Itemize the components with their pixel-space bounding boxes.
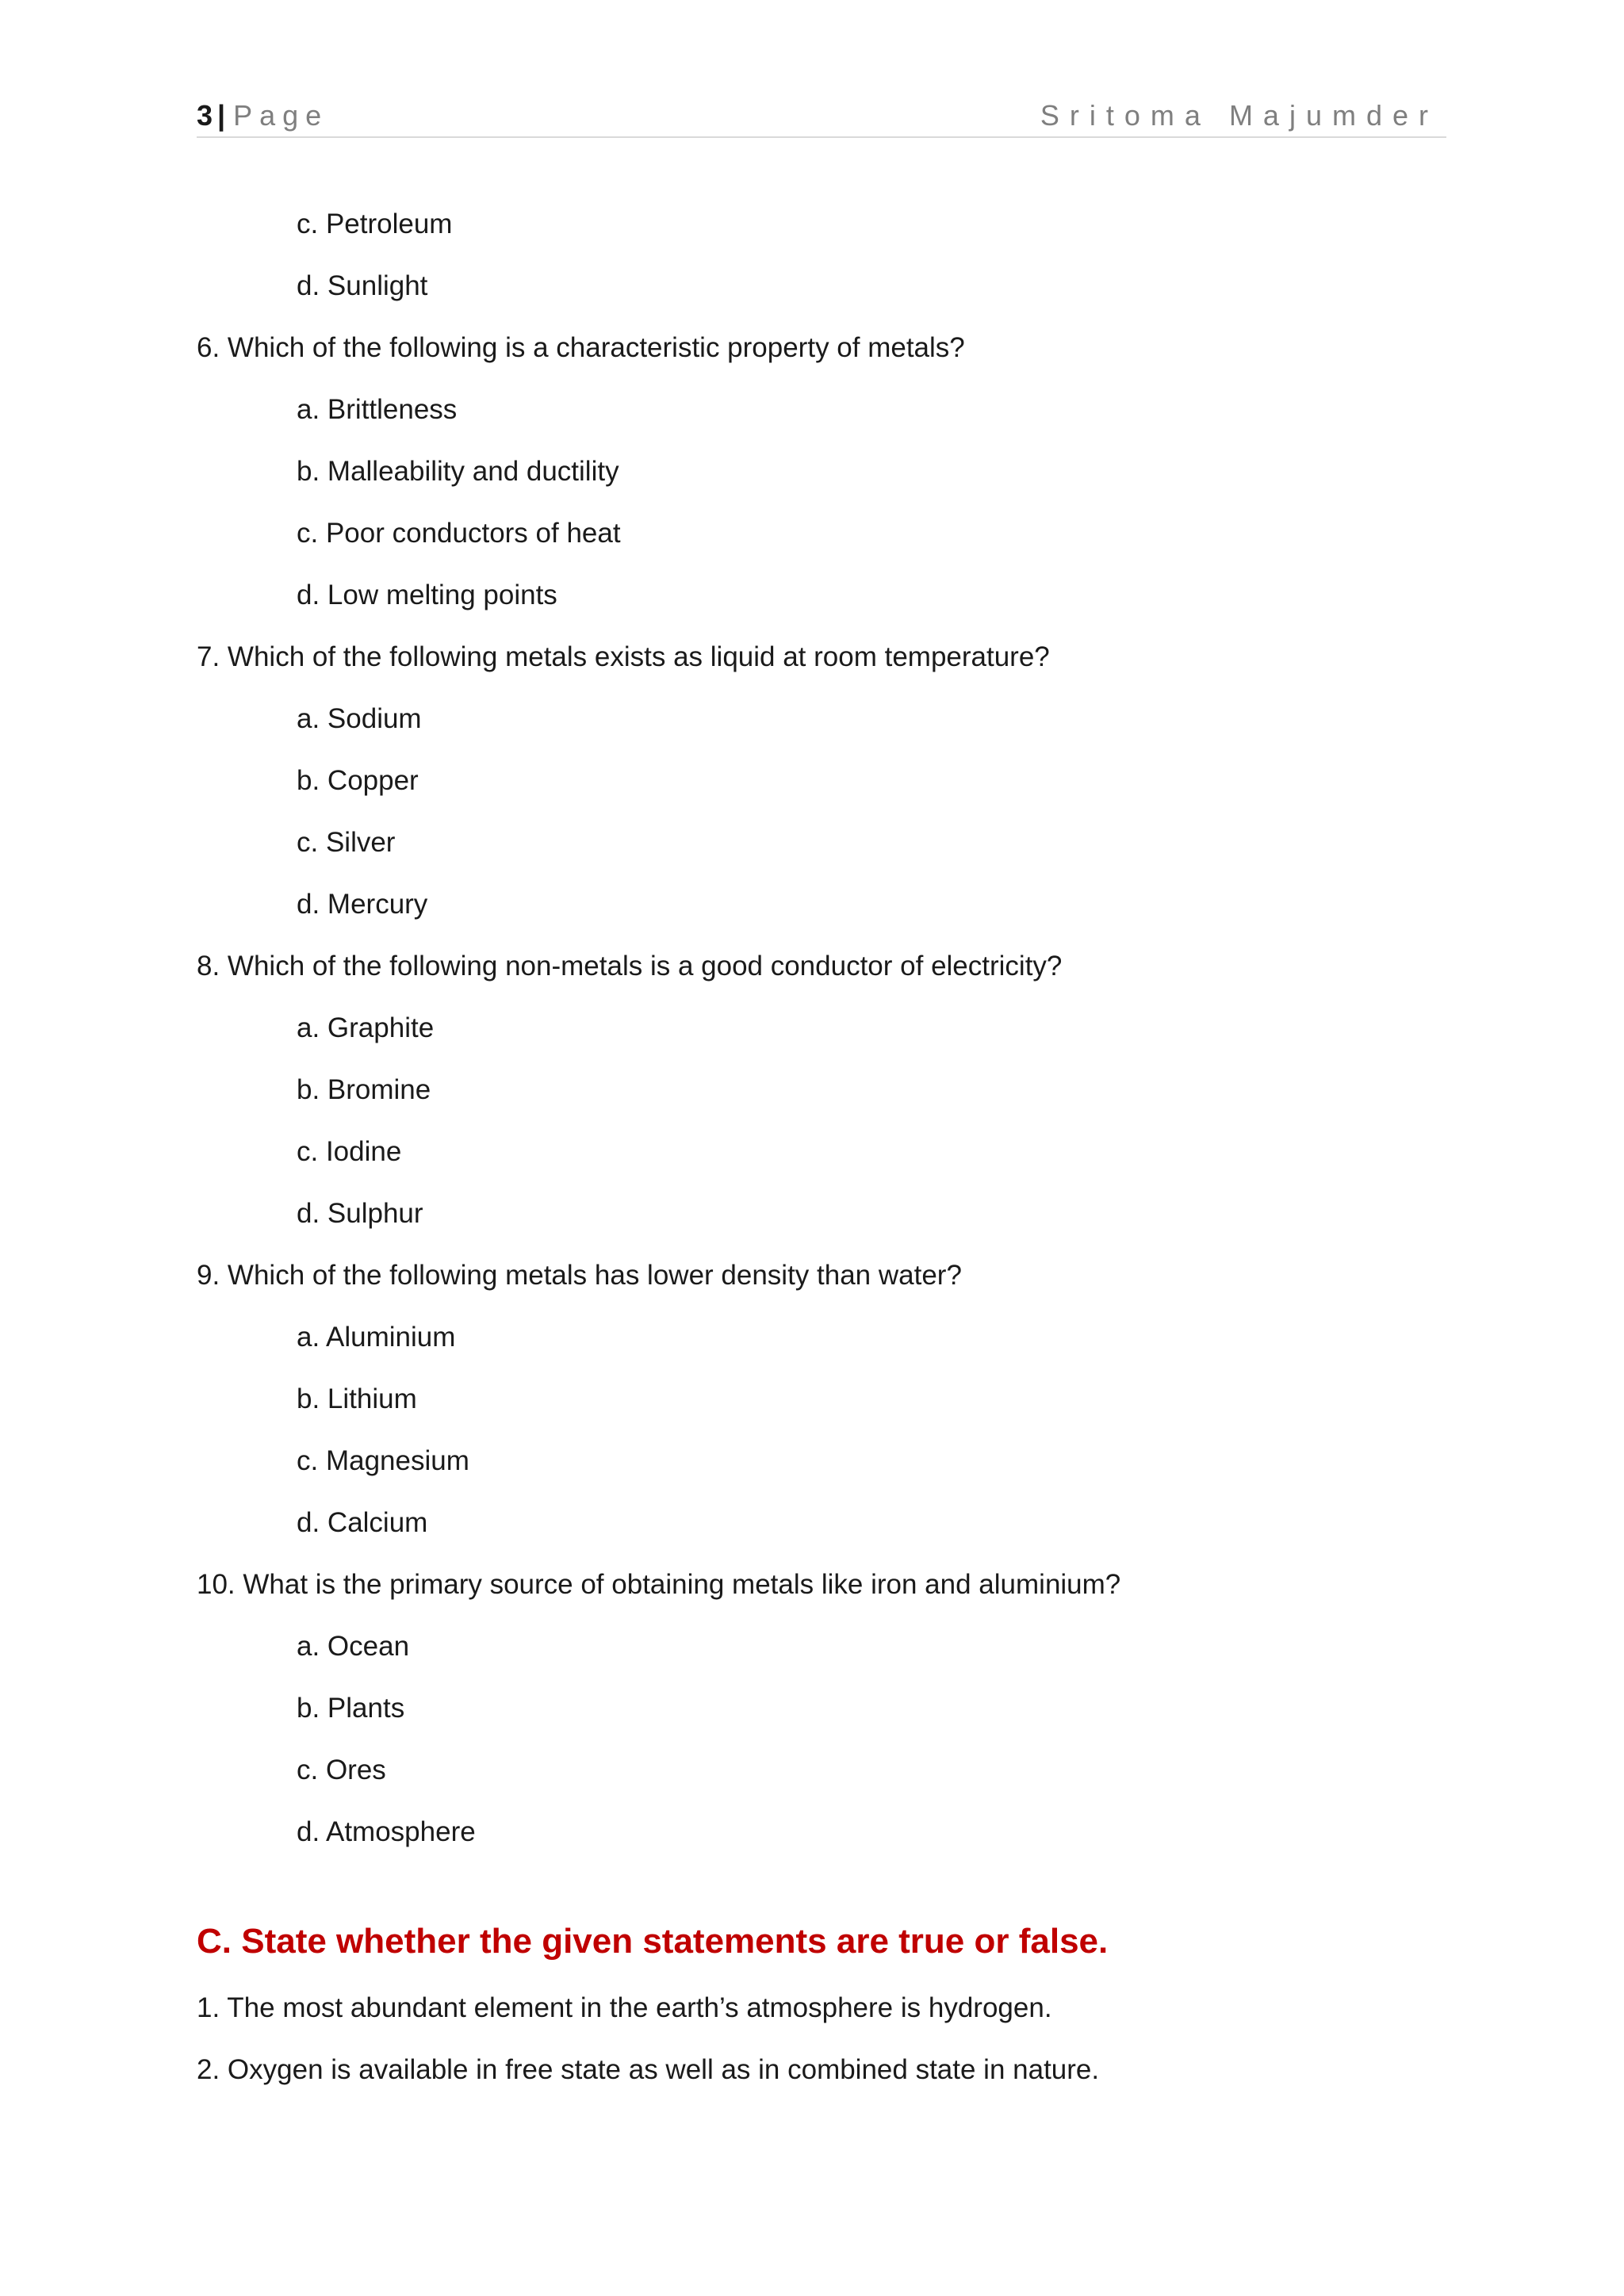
question-6 [197,317,1446,626]
option-item: c. Poor conductors of heat [297,518,621,549]
option-item: d. Mercury [297,889,428,920]
option-item: c. Magnesium [297,1445,469,1476]
section-c-heading: C. State whether the given statements are true or false. [197,1922,1109,1961]
option-item: c. Ores [297,1755,386,1785]
option-item: d. Sulphur [297,1198,423,1229]
question-text: 8. Which of the following non-metals is a good conductor of electricity? [197,951,1063,982]
option-item: c. Iodine [297,1136,402,1167]
question-text: 6. Which of the following is a characteristic property of metals? [197,332,965,363]
page-separator: | [217,99,226,132]
option-item: d. Calcium [297,1507,428,1538]
question-7 [197,626,1446,936]
page-number: 3 [197,99,213,132]
option-item: a. Sodium [297,703,422,734]
option-item: c. Petroleum [297,209,453,239]
page-label [197,95,328,136]
option-item: a. Ocean [297,1631,410,1662]
page-content [197,193,1446,2101]
option-item: c. Silver [297,827,396,858]
question-9 [197,1245,1446,1554]
author-name: Sritoma Majumder [1040,99,1438,132]
statement-item: 1. The most abundant element in the earth’s atmosphere is hydrogen. [197,1992,1052,2023]
option-item: b. Lithium [297,1383,417,1414]
option-item: a. Aluminium [297,1322,456,1353]
statement-item: 2. Oxygen is available in free state as well as in combined state in nature. [197,2054,1100,2085]
question-text: 7. Which of the following metals exists as liquid at room temperature? [197,641,1050,672]
option-item: a. Graphite [297,1012,435,1043]
option-item: b. Copper [297,765,419,796]
option-item: d. Atmosphere [297,1816,476,1847]
question-text: 10. What is the primary source of obtaining metals like iron and aluminium? [197,1569,1121,1600]
question-text: 9. Which of the following metals has lower density than water? [197,1260,962,1291]
option-item: b. Malleability and ductility [297,456,619,487]
page-word: Page [233,99,329,132]
option-item: d. Low melting points [297,580,557,610]
option-item: d. Sunlight [297,270,428,301]
question-10 [197,1554,1446,1863]
page-header [197,95,1446,138]
option-item: b. Plants [297,1693,405,1724]
option-item: a. Brittleness [297,394,458,425]
option-item: b. Bromine [297,1074,431,1105]
question-8 [197,936,1446,1245]
